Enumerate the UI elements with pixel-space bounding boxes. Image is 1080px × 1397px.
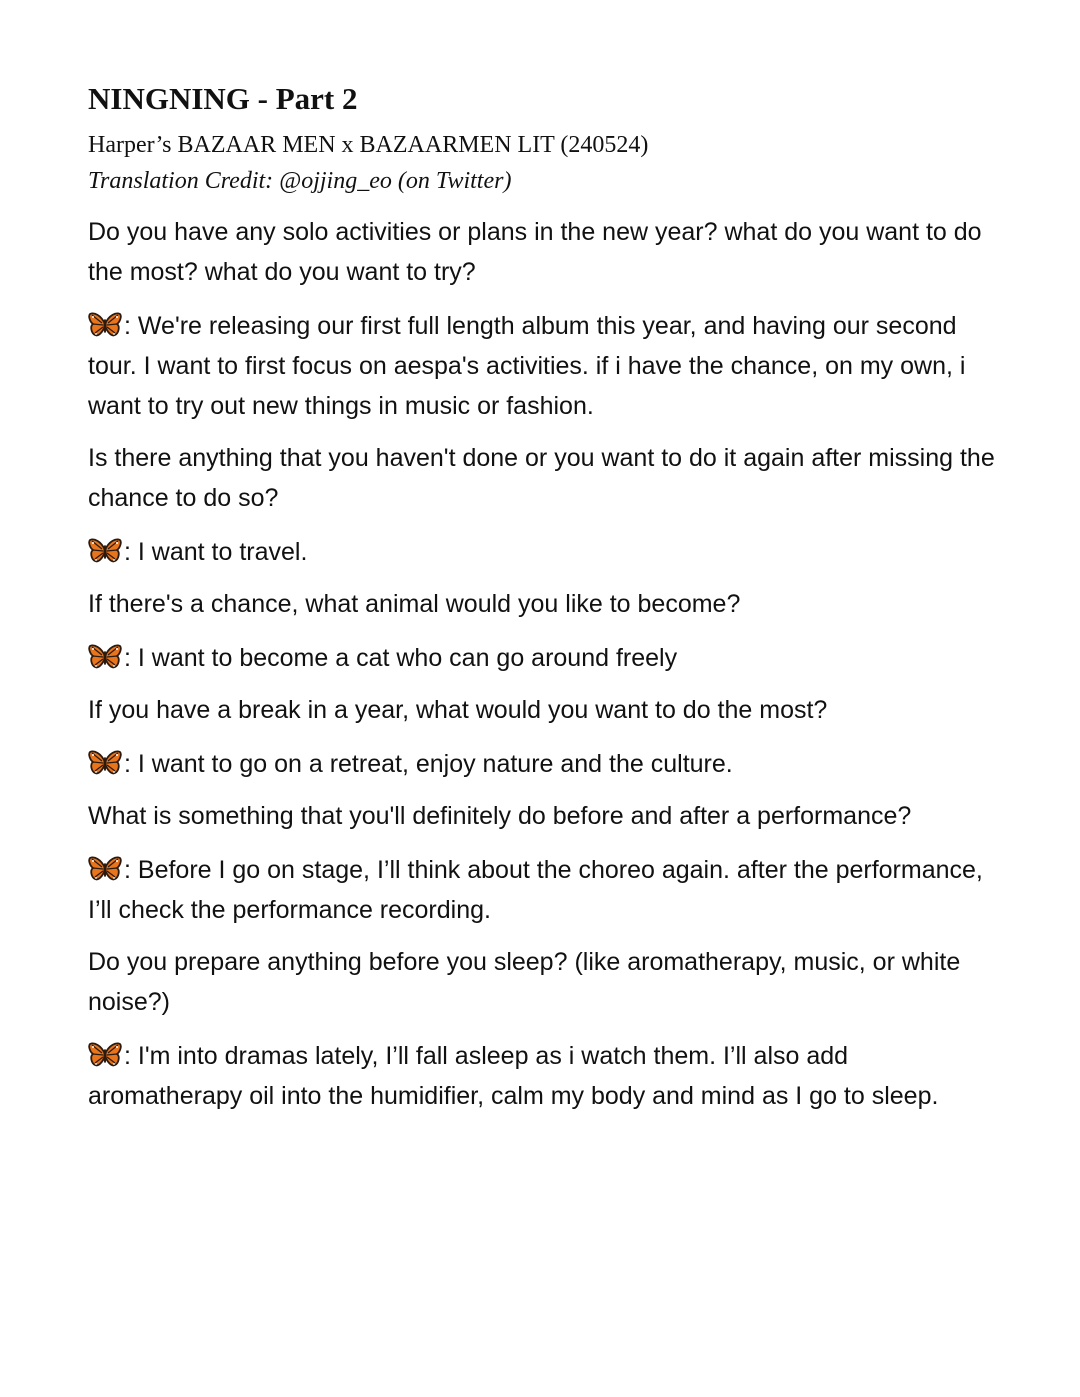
answer-4-text: : I want to go on a retreat, enjoy nature and the culture.: [124, 750, 733, 778]
question-6: Do you prepare anything before you sleep? (like aromatherapy, music, or white noise?): [88, 948, 961, 1016]
butterfly-icon: [88, 749, 122, 777]
answer-6: [88, 1036, 998, 1116]
answer-3: [88, 638, 998, 678]
butterfly-icon: [88, 311, 122, 339]
answer-2-text: : I want to travel.: [124, 538, 308, 566]
butterfly-icon: [88, 537, 122, 565]
butterfly-icon: [88, 643, 122, 671]
answer-3-text: : I want to become a cat who can go around freely: [124, 644, 678, 672]
answer-5-text: : Before I go on stage, I’ll think about the choreo again. after the performance, I’ll check the performance recording.: [88, 856, 983, 924]
question-4: If you have a break in a year, what would you want to do the most?: [88, 696, 828, 724]
question-2: Is there anything that you haven't done or you want to do it again after missing the chance to do so?: [88, 444, 995, 512]
page-title: NINGNING - Part 2: [88, 81, 358, 116]
butterfly-icon: [88, 855, 122, 883]
document-page: [88, 80, 998, 1128]
answer-2: [88, 532, 998, 572]
qa-list: [88, 212, 998, 1116]
question-5: What is something that you'll definitely do before and after a performance?: [88, 802, 912, 830]
question-3: If there's a chance, what animal would you like to become?: [88, 590, 741, 618]
source-line: Harper’s BAZAAR MEN x BAZAARMEN LIT (240524): [88, 132, 649, 158]
question-1: Do you have any solo activities or plans in the new year? what do you want to do the most? what do you want to try?: [88, 218, 982, 286]
butterfly-icon: [88, 1041, 122, 1069]
answer-1: [88, 306, 998, 426]
answer-4: [88, 744, 998, 784]
answer-5: [88, 850, 998, 930]
translation-credit: Translation Credit: @ojjing_eo (on Twitter): [88, 168, 512, 194]
answer-6-text: : I'm into dramas lately, I’ll fall asleep as i watch them. I’ll also add aromatherapy oil into the humidifier, calm my body and mind as I go to sleep.: [88, 1042, 939, 1110]
answer-1-text: : We're releasing our first full length album this year, and having our second tour. I want to first focus on aespa's activities. if i have the chance, on my own, i want to try out new things in music or fashion.: [88, 312, 966, 420]
